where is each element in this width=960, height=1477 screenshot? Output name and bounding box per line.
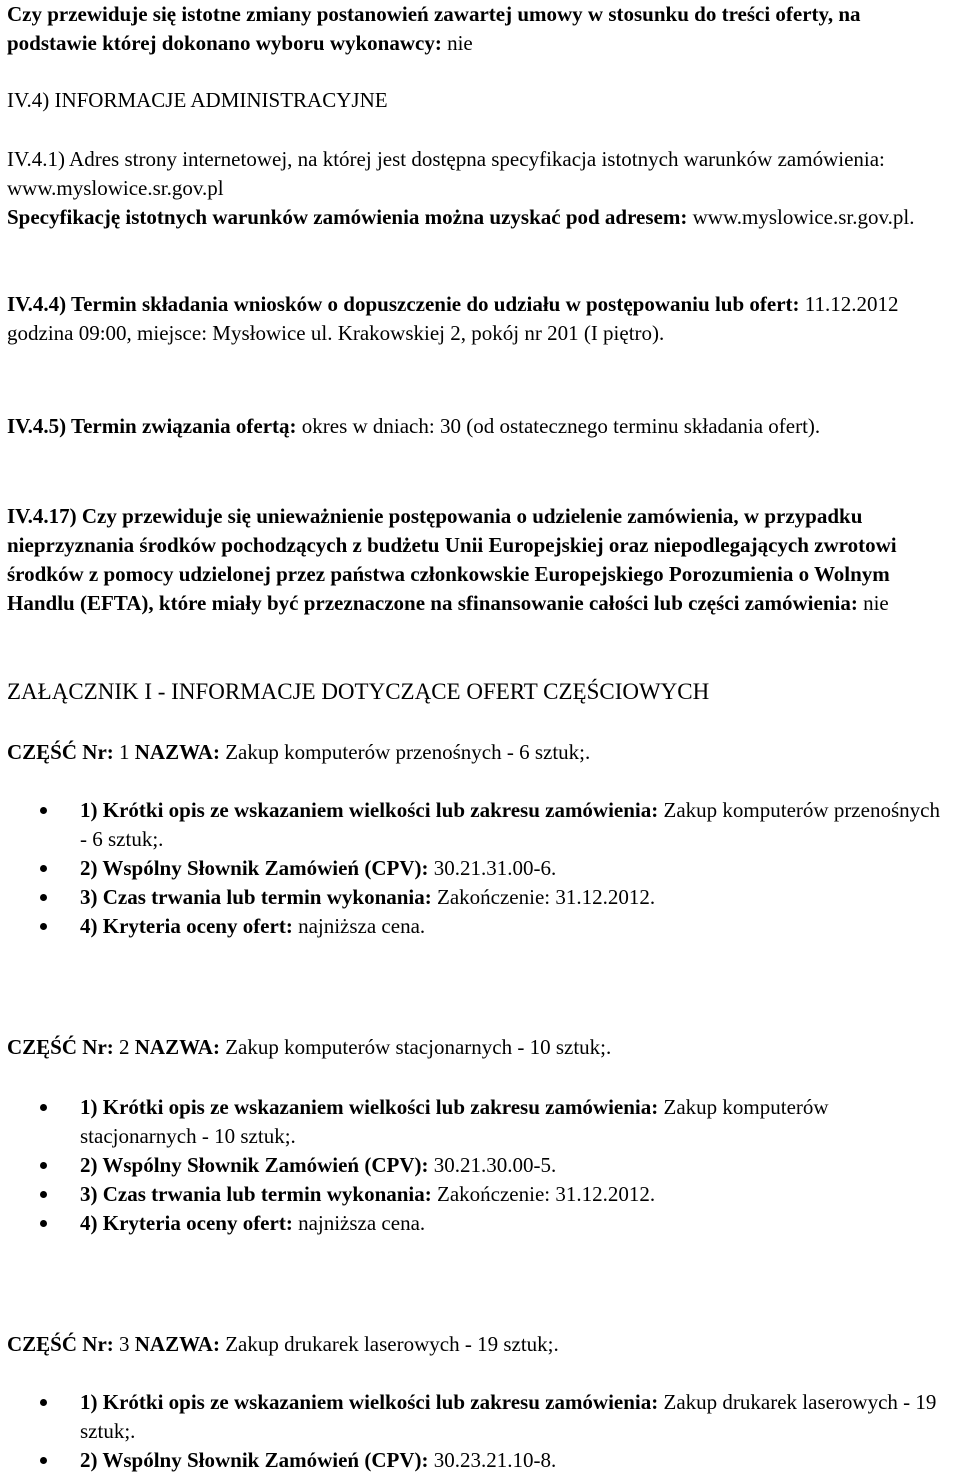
part-1-duration <box>0 883 953 912</box>
part-2-duration-value: Zakończenie: 31.12.2012. <box>437 1182 656 1206</box>
item-iv44-value: 11.12.2012 godzina 09:00, miejsce: Mysłowice ul. Krakowskiej 2, pokój nr 201 (I piętro). <box>7 292 899 345</box>
change-provisions-answer: nie <box>447 31 473 55</box>
name-label: NAZWA: <box>134 1332 220 1356</box>
criteria-label: 4) Kryteria oceny ofert: <box>80 914 293 938</box>
part-2-title <box>7 1033 953 1062</box>
part-1-title <box>7 738 953 767</box>
part-1-name: Zakup komputerów przenośnych - 6 sztuk;. <box>225 740 591 764</box>
part-2-short-desc-value: Zakup komputerów stacjonarnych - 10 sztuk;. <box>80 1095 829 1148</box>
short-desc-label: 1) Krótki opis ze wskazaniem wielkości lub zakresu zamówienia: <box>80 1095 659 1119</box>
duration-label: 3) Czas trwania lub termin wykonania: <box>80 1182 432 1206</box>
part-2-short-desc <box>0 1093 953 1151</box>
item-iv45-paragraph <box>7 412 953 441</box>
part-1-short-desc-value: Zakup komputerów przenośnych - 6 sztuk;. <box>80 798 940 851</box>
part-1-number: 1 <box>119 740 130 764</box>
part-1-cpv <box>0 854 953 883</box>
item-iv417-value: nie <box>863 591 889 615</box>
part-3-cpv-value: 30.23.21.10-8. <box>433 1448 557 1472</box>
criteria-label: 4) Kryteria oceny ofert: <box>80 1211 293 1235</box>
part-3-title <box>7 1330 953 1359</box>
part-2-cpv-value: 30.21.30.00-5. <box>433 1153 557 1177</box>
part-label: CZĘŚĆ Nr: <box>7 1035 114 1059</box>
part-label: CZĘŚĆ Nr: <box>7 1332 114 1356</box>
item-iv41-url-2: www.myslowice.sr.gov.pl. <box>692 205 915 229</box>
change-provisions-question: Czy przewiduje się istotne zmiany postanowień zawartej umowy w stosunku do treści oferty, na podstawie której dokonano wyboru wykonawcy: <box>7 2 861 55</box>
part-1-criteria <box>0 912 953 941</box>
part-3-name: Zakup drukarek laserowych - 19 sztuk;. <box>225 1332 559 1356</box>
part-1-criteria-value: najniższa cena. <box>298 914 426 938</box>
item-iv45-label: IV.4.5) Termin związania ofertą: <box>7 414 297 438</box>
duration-label: 3) Czas trwania lub termin wykonania: <box>80 885 432 909</box>
part-1-duration-value: Zakończenie: 31.12.2012. <box>437 885 656 909</box>
item-iv41-label-2: Specyfikację istotnych warunków zamówienia można uzyskać pod adresem: <box>7 205 688 229</box>
part-3-cpv <box>0 1446 953 1475</box>
item-iv417-paragraph <box>7 502 953 618</box>
short-desc-label: 1) Krótki opis ze wskazaniem wielkości lub zakresu zamówienia: <box>80 1390 659 1414</box>
name-label: NAZWA: <box>134 1035 220 1059</box>
item-iv44-label: IV.4.4) Termin składania wniosków o dopuszczenie do udziału w postępowaniu lub ofert: <box>7 292 800 316</box>
part-3-short-desc <box>0 1388 953 1446</box>
part-1-short-desc <box>0 796 953 854</box>
part-2-criteria <box>0 1209 953 1238</box>
part-3-number: 3 <box>119 1332 130 1356</box>
part-2-duration <box>0 1180 953 1209</box>
part-2-criteria-value: najniższa cena. <box>298 1211 426 1235</box>
item-iv41-paragraph <box>7 145 953 232</box>
item-iv45-value: okres w dniach: 30 (od ostatecznego terminu składania ofert). <box>301 414 821 438</box>
cpv-label: 2) Wspólny Słownik Zamówień (CPV): <box>80 1153 429 1177</box>
part-2-number: 2 <box>119 1035 130 1059</box>
section-iv4-title: IV.4) INFORMACJE ADMINISTRACYJNE <box>7 88 388 112</box>
part-3-details <box>0 1388 953 1475</box>
item-iv41-label: IV.4.1) Adres strony internetowej, na której jest dostępna specyfikacja istotnych warunków zamówienia: <box>7 147 885 171</box>
part-3-short-desc-value: Zakup drukarek laserowych - 19 sztuk;. <box>80 1390 937 1443</box>
short-desc-label: 1) Krótki opis ze wskazaniem wielkości lub zakresu zamówienia: <box>80 798 659 822</box>
part-2-details <box>0 1093 953 1238</box>
part-2-name: Zakup komputerów stacjonarnych - 10 sztuk;. <box>225 1035 612 1059</box>
name-label: NAZWA: <box>134 740 220 764</box>
change-provisions-paragraph <box>7 0 953 58</box>
item-iv44-paragraph <box>7 290 953 348</box>
cpv-label: 2) Wspólny Słownik Zamówień (CPV): <box>80 856 429 880</box>
part-label: CZĘŚĆ Nr: <box>7 740 114 764</box>
annex-title: ZAŁĄCZNIK I - INFORMACJE DOTYCZĄCE OFERT CZĘŚCIOWYCH <box>7 679 710 704</box>
part-2-cpv <box>0 1151 953 1180</box>
item-iv41-url: www.myslowice.sr.gov.pl <box>7 176 224 200</box>
cpv-label: 2) Wspólny Słownik Zamówień (CPV): <box>80 1448 429 1472</box>
part-1-details <box>0 796 953 941</box>
item-iv417-label: IV.4.17) Czy przewiduje się unieważnienie postępowania o udzielenie zamówienia, w przypadku nieprzyznania środków pochodzących z budżetu Unii Europejskiej oraz niepodlegających zwrotowi środków z pomocy udzielonej przez państwa członkowskie Europejskiego Porozumienia o Wolnym Handlu (EFTA), które miały być przeznaczone na sfinansowanie całości lub części zamówienia: <box>7 504 897 615</box>
part-1-cpv-value: 30.21.31.00-6. <box>433 856 557 880</box>
